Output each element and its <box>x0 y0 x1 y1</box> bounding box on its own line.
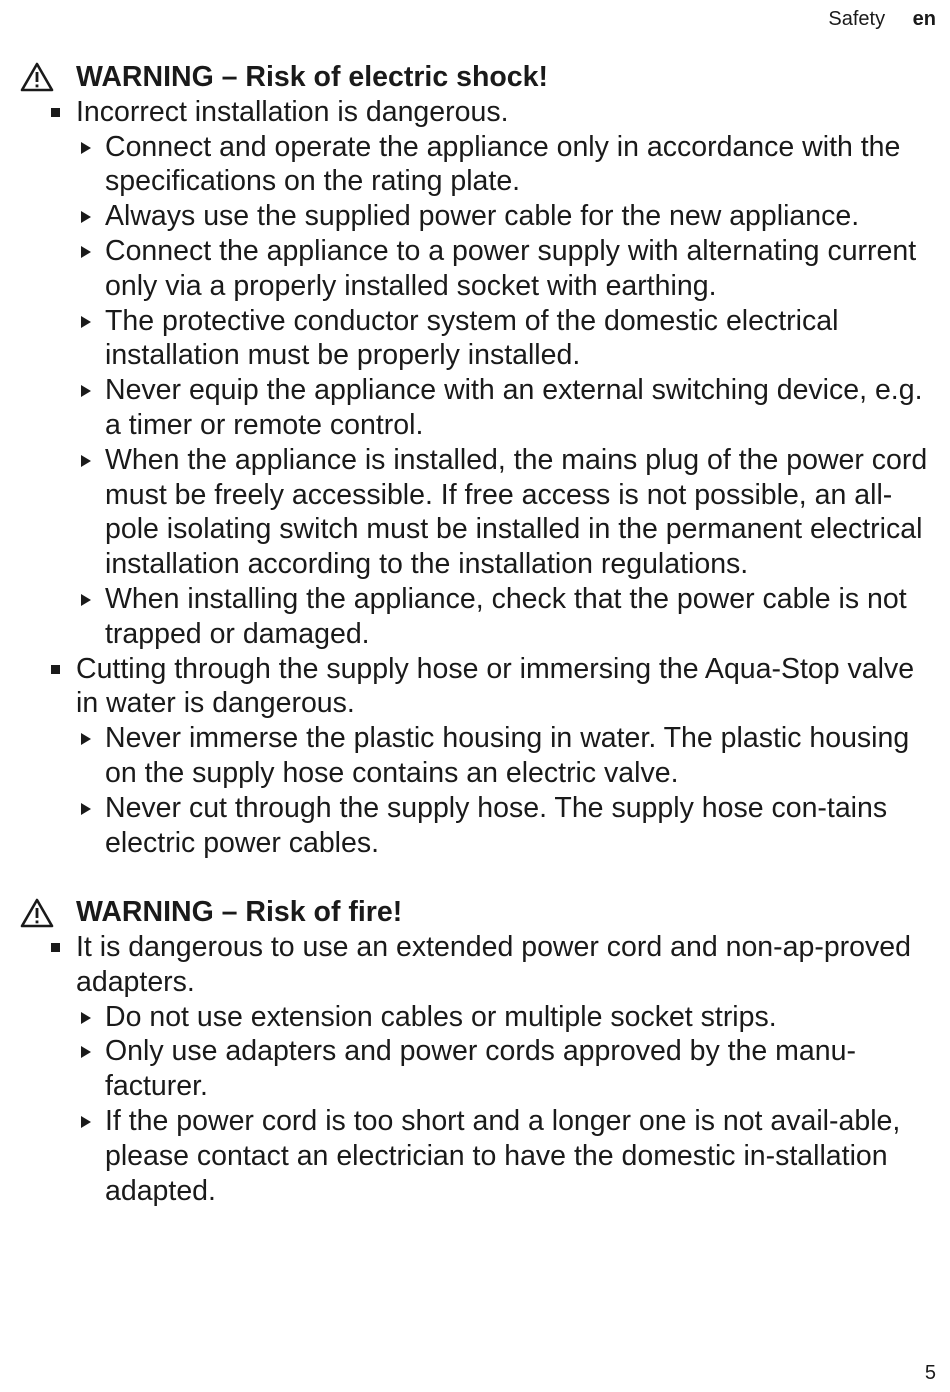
language-code: en <box>912 8 936 30</box>
warning-title: WARNING – Risk of electric shock! <box>20 60 940 95</box>
instruction-step: Only use adapters and power cords approved by the manu-facturer. <box>20 1034 940 1104</box>
page-header <box>828 8 936 31</box>
warning-triangle-icon <box>20 898 54 928</box>
arrow-bullet-icon <box>81 246 91 258</box>
instruction-step: Do not use extension cables or multiple socket strips. <box>20 1000 940 1035</box>
safety-content <box>20 60 940 1243</box>
arrow-bullet-icon <box>81 455 91 467</box>
instruction-step: When the appliance is installed, the mains plug of the power cord must be freely accessible. If free access is not possible, an all-pole isolating switch must be installed in the permanent electrical installation according to the installation regulations. <box>20 443 940 582</box>
instruction-step: Never immerse the plastic housing in water. The plastic housing on the supply hose contains an electric valve. <box>20 721 940 791</box>
arrow-bullet-icon <box>81 211 91 223</box>
instruction-step: Never cut through the supply hose. The supply hose con-tains electric power cables. <box>20 791 940 861</box>
arrow-bullet-icon <box>81 316 91 328</box>
arrow-bullet-icon <box>81 1012 91 1024</box>
warning-triangle-icon <box>20 62 54 92</box>
square-bullet-icon <box>51 665 60 674</box>
list-item: It is dangerous to use an extended power cord and non-ap-proved adapters. <box>20 930 940 1000</box>
instruction-step: If the power cord is too short and a longer one is not avail-able, please contact an electrician to have the domestic in-stallation adapted. <box>20 1104 940 1208</box>
page-number: 5 <box>924 1362 936 1384</box>
section-title: Safety <box>828 8 886 30</box>
square-bullet-icon <box>51 108 60 117</box>
arrow-bullet-icon <box>81 385 91 397</box>
list-item: Cutting through the supply hose or immersing the Aqua-Stop valve in water is dangerous. <box>20 652 940 722</box>
arrow-bullet-icon <box>81 1116 91 1128</box>
arrow-bullet-icon <box>81 803 91 815</box>
warning-title: WARNING – Risk of fire! <box>20 895 940 930</box>
square-bullet-icon <box>51 943 60 952</box>
warning-fire <box>20 895 940 1208</box>
instruction-step: Connect and operate the appliance only in accordance with the specifications on the rating plate. <box>20 130 940 200</box>
arrow-bullet-icon <box>81 142 91 154</box>
instruction-step: Never equip the appliance with an external switching device, e.g. a timer or remote control. <box>20 373 940 443</box>
list-item: Incorrect installation is dangerous. <box>20 95 940 130</box>
instruction-step: Connect the appliance to a power supply with alternating current only via a properly installed socket with earthing. <box>20 234 940 304</box>
arrow-bullet-icon <box>81 594 91 606</box>
instruction-step: Always use the supplied power cable for the new appliance. <box>20 199 940 234</box>
instruction-step: The protective conductor system of the domestic electrical installation must be properly installed. <box>20 304 940 374</box>
instruction-step: When installing the appliance, check that the power cable is not trapped or damaged. <box>20 582 940 652</box>
warning-electric-shock <box>20 60 940 860</box>
arrow-bullet-icon <box>81 1046 91 1058</box>
arrow-bullet-icon <box>81 733 91 745</box>
